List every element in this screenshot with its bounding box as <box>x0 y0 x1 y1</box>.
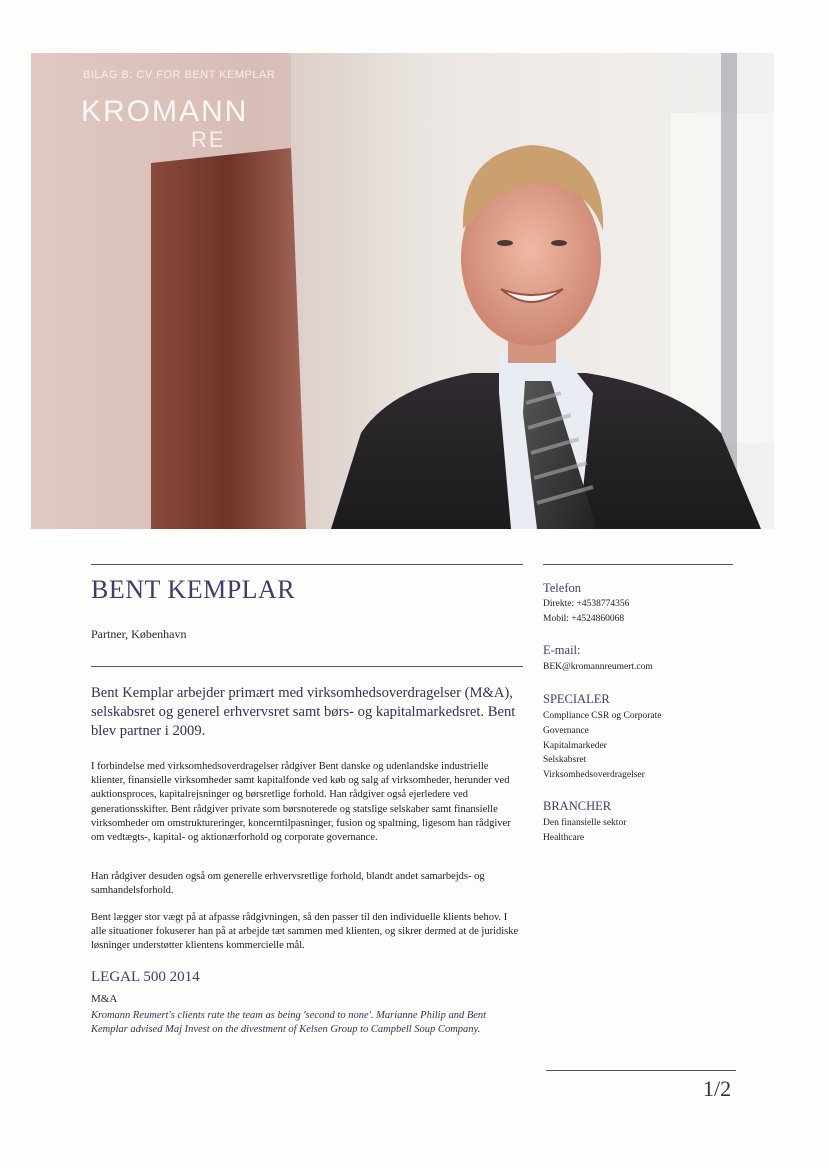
specialer-item: Virksomhedsoverdragelser <box>543 770 645 780</box>
page-number: 1/2 <box>703 1076 732 1101</box>
specialer-heading: SPECIALER <box>543 692 610 706</box>
legal500-area: M&A <box>91 993 118 1005</box>
specialer-item: Kapitalmarkeder <box>543 741 607 751</box>
lead-paragraph: Bent Kemplar arbejder primært med virksomhedsoverdragelser (M&A), selskabsret og generel erhvervsret samt børs- og kapitalmarkedsret. Bent blev partner i 2009. <box>91 685 516 739</box>
phone-direct: Direkte: +4538774356 <box>543 599 630 609</box>
brancher-heading: BRANCHER <box>543 799 612 813</box>
hero-photo <box>31 53 774 529</box>
legal500-quote: Kromann Reumert's clients rate the team as being 'second to none'. Marianne Philip and Bent Kemplar advised Maj Invest on the divestment of Kelsen Group to Campbell Soup Company. <box>91 1010 487 1035</box>
specialer-item: Governance <box>543 726 589 736</box>
main-top-divider <box>91 564 523 565</box>
brand-logo: KROMANN <box>81 95 249 128</box>
footer-divider <box>546 1070 736 1071</box>
email-link[interactable]: BEK@kromannreumert.com <box>543 662 653 672</box>
body-paragraph: Han rådgiver desuden også om generelle erhvervsretlige forhold, blandt andet samarbejds- og samhandelsforhold. <box>91 871 485 897</box>
phone-mobile: Mobil: +4524860068 <box>543 614 625 624</box>
legal500-heading: LEGAL 500 2014 <box>91 969 200 985</box>
email-heading: E-mail: <box>543 643 581 657</box>
specialer-item: Selskabsret <box>543 755 587 765</box>
person-role: Partner, København <box>91 627 187 641</box>
brancher-item: Healthcare <box>543 833 585 843</box>
body-paragraph: I forbindelse med virksomhedsoverdragelser rådgiver Bent danske og udenlandske industrielle klienter, finansielle virksomheder samt kapitalfonde ved køb og salg af virksomheder, herunder ved auktionsproces, kapitalrejsninger og børsretlige forhold. Han rådgiver også ejerledere ved generationsskifter. Bent rådgiver private som børsnoterede og statslige selskaber samt finansielle virksomheder om omstruktureringer, koncerntilpasninger, fusion og spaltning, ligesom han rådgiver om vedtægts-, kapital- og aktionærforhold og corporate governance. <box>91 761 511 844</box>
person-name: BENT KEMPLAR <box>91 575 296 604</box>
brancher-item: Den finansielle sektor <box>543 818 627 828</box>
main-mid-divider <box>91 666 523 667</box>
phone-heading: Telefon <box>543 581 581 595</box>
hero-label: BILAG B: CV FOR BENT KEMPLAR <box>83 69 276 81</box>
body-paragraph: Bent lægger stor vægt på at afpasse rådgivningen, så den passer til den individuelle klients behov. I alle situationer fokuserer han på at arbejde tæt sammen med klienten, og sikrer dermed at de juridiske løsninger understøtter klientens kommercielle mål. <box>91 912 519 952</box>
brand-logo-line2: RE <box>191 127 226 152</box>
specialer-item: Compliance CSR og Corporate <box>543 711 662 721</box>
sidebar-top-divider <box>543 564 733 565</box>
